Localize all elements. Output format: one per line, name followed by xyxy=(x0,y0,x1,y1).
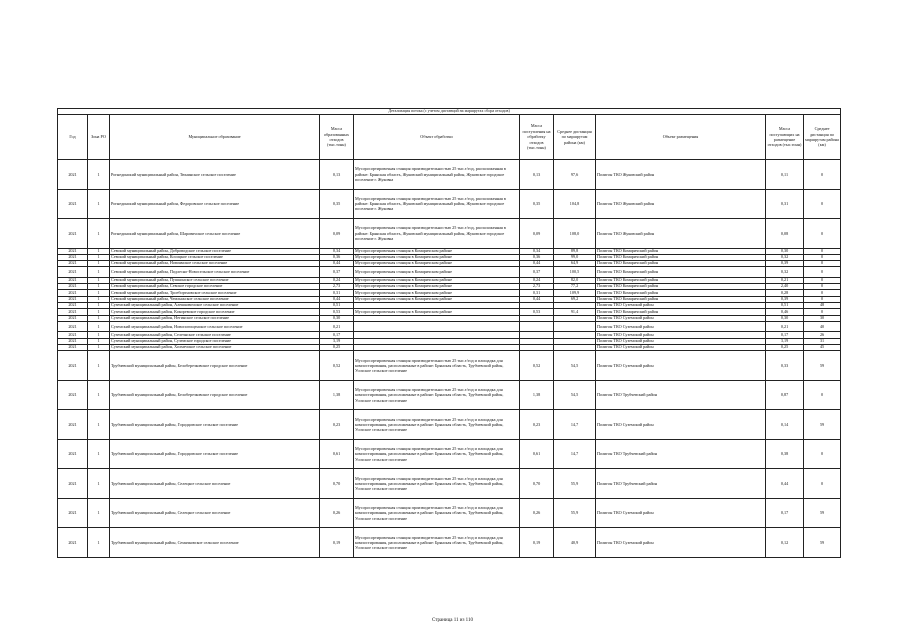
placement-object-cell: Полигон ТКО Комаричский район xyxy=(596,296,766,302)
mass-cell: 0,51 xyxy=(320,303,354,309)
processing-object-cell: Мусоросортировочная станция в Комаричском районе xyxy=(354,248,520,254)
placement-mass-cell: 0,87 xyxy=(766,380,804,410)
processing-object-cell: Мусоросортировочная станция в Комаричском районе xyxy=(354,284,520,290)
zone-cell: 1 xyxy=(88,345,110,351)
processing-object-cell: Мусоросортировочная станция в Комаричском районе xyxy=(354,261,520,267)
processing-mass-cell: 0,34 xyxy=(520,248,554,254)
mass-cell: 0,23 xyxy=(320,410,354,440)
table-row xyxy=(58,498,841,528)
col-placement-object: Объект размещения xyxy=(596,115,766,160)
processing-distance-cell: 55,9 xyxy=(554,469,596,499)
zone-cell: 1 xyxy=(88,284,110,290)
zone-cell: 1 xyxy=(88,498,110,528)
mass-cell: 0,34 xyxy=(320,248,354,254)
placement-distance-cell: 0 xyxy=(804,469,841,499)
year-cell: 2021 xyxy=(58,219,88,249)
year-cell: 2021 xyxy=(58,469,88,499)
placement-object-cell: Полигон ТКО Суземский район xyxy=(596,321,766,332)
processing-distance-cell: 14,7 xyxy=(554,439,596,469)
table-body xyxy=(58,160,841,558)
zone-cell: 1 xyxy=(88,219,110,249)
placement-object-cell: Полигон ТКО Жуковский район xyxy=(596,219,766,249)
municipality-cell: Суземский муниципальный район, Новопогощенское сельское поселение xyxy=(110,321,320,332)
placement-mass-cell: 3,19 xyxy=(766,338,804,344)
municipality-cell: Севский муниципальный район, Подлесно-Новосельское сельское поселение xyxy=(110,267,320,278)
year-cell: 2021 xyxy=(58,248,88,254)
page-number: Страница 11 из 110 xyxy=(431,618,473,623)
placement-object-cell: Полигон ТКО Комаричский район xyxy=(596,254,766,260)
year-cell: 2021 xyxy=(58,309,88,315)
processing-object-cell: Мусоросортировочная станция производительностью 25 тыс.т/год, расположенная в районе: Брянская область, Жуковский муниципальный район, Жуковское городское поселение г. Жуковка xyxy=(354,219,520,249)
placement-distance-cell: 0 xyxy=(804,284,841,290)
mass-cell: 0,31 xyxy=(320,290,354,296)
processing-distance-cell: 77,2 xyxy=(554,284,596,290)
placement-mass-cell: 0,12 xyxy=(766,528,804,558)
municipality-cell: Севский муниципальный район, Доброводское сельское поселение xyxy=(110,248,320,254)
zone-cell: 1 xyxy=(88,290,110,296)
table-caption: Детализация потока (с учетом дистанций на маршрутах сбора отходов) xyxy=(58,109,841,115)
mass-cell: 0,09 xyxy=(320,219,354,249)
col-zone: Зона РО xyxy=(88,115,110,160)
placement-mass-cell: 0,51 xyxy=(766,303,804,309)
placement-mass-cell: 0,11 xyxy=(766,160,804,190)
year-cell: 2021 xyxy=(58,380,88,410)
placement-mass-cell: 0,30 xyxy=(766,248,804,254)
mass-cell: 0,25 xyxy=(320,345,354,351)
year-cell: 2021 xyxy=(58,338,88,344)
municipality-cell: Трубчевский муниципальный район, Селецкое сельское поселение xyxy=(110,498,320,528)
zone-cell: 1 xyxy=(88,439,110,469)
placement-object-cell: Полигон ТКО Жуковский район xyxy=(596,189,766,219)
placement-distance-cell: 0 xyxy=(804,267,841,278)
zone-cell: 1 xyxy=(88,303,110,309)
col-mass: Масса образованных отходов (тыс.тонн) xyxy=(320,115,354,160)
year-cell: 2021 xyxy=(58,303,88,309)
placement-object-cell: Полигон ТКО Комаричский район xyxy=(596,284,766,290)
placement-mass-cell: 0,08 xyxy=(766,219,804,249)
processing-distance-cell: 14,7 xyxy=(554,410,596,440)
processing-object-cell xyxy=(354,321,520,332)
processing-mass-cell: 0,37 xyxy=(520,267,554,278)
placement-mass-cell: 0,28 xyxy=(766,290,804,296)
year-cell: 2021 xyxy=(58,439,88,469)
placement-mass-cell: 0,17 xyxy=(766,332,804,338)
placement-mass-cell: 0,39 xyxy=(766,261,804,267)
table-row xyxy=(58,439,841,469)
processing-distance-cell: 91,4 xyxy=(554,309,596,315)
processing-mass-cell: 0,44 xyxy=(520,296,554,302)
mass-cell: 0,53 xyxy=(320,309,354,315)
placement-distance-cell: 26 xyxy=(804,332,841,338)
processing-object-cell: Мусоросортировочная станция в Комаричском районе xyxy=(354,296,520,302)
placement-object-cell: Полигон ТКО Суземский район xyxy=(596,410,766,440)
placement-object-cell: Полигон ТКО Суземский район xyxy=(596,345,766,351)
processing-object-cell: Мусоросортировочная станция производительностью 25 тыс.т/год и площадка для компостирования, расположенные в районе: Брянская область, Трубчевский район, Усохское сельское поселение xyxy=(354,469,520,499)
municipality-cell: Севский муниципальный район, Чемлыжское сельское поселение xyxy=(110,296,320,302)
placement-distance-cell: 59 xyxy=(804,351,841,381)
mass-cell: 0,13 xyxy=(320,160,354,190)
year-cell: 2021 xyxy=(58,498,88,528)
municipality-cell: Суземский муниципальный район, Холмечское сельское поселение xyxy=(110,345,320,351)
year-cell: 2021 xyxy=(58,254,88,260)
placement-mass-cell: 0,21 xyxy=(766,321,804,332)
table-row xyxy=(58,219,841,249)
placement-mass-cell: 0,46 xyxy=(766,309,804,315)
year-cell: 2021 xyxy=(58,290,88,296)
zone-cell: 1 xyxy=(88,528,110,558)
processing-distance-cell: 64,9 xyxy=(554,261,596,267)
zone-cell: 1 xyxy=(88,315,110,321)
table-row xyxy=(58,267,841,278)
year-cell: 2021 xyxy=(58,332,88,338)
placement-mass-cell: 0,39 xyxy=(766,296,804,302)
placement-distance-cell: 0 xyxy=(804,160,841,190)
zone-cell: 1 xyxy=(88,248,110,254)
processing-object-cell: Мусоросортировочная станция производительностью 25 тыс.т/год и площадка для компостирования, расположенные в районе: Брянская область, Трубчевский район, Усохское сельское поселение xyxy=(354,410,520,440)
year-cell: 2021 xyxy=(58,296,88,302)
placement-distance-cell: 45 xyxy=(804,345,841,351)
zone-cell: 1 xyxy=(88,296,110,302)
mass-cell: 0,52 xyxy=(320,351,354,381)
processing-mass-cell: 0,09 xyxy=(520,219,554,249)
placement-mass-cell: 0,32 xyxy=(766,267,804,278)
year-cell: 2021 xyxy=(58,284,88,290)
processing-mass-cell: 0,44 xyxy=(520,261,554,267)
zone-cell: 1 xyxy=(88,351,110,381)
col-processing-object: Объект обработки xyxy=(354,115,520,160)
mass-cell: 0,37 xyxy=(320,267,354,278)
municipality-cell: Севский муниципальный район, Новоямское сельское поселение xyxy=(110,261,320,267)
placement-distance-cell: 0 xyxy=(804,290,841,296)
processing-mass-cell: 1,38 xyxy=(520,380,554,410)
placement-distance-cell: 0 xyxy=(804,296,841,302)
processing-distance-cell: 109,9 xyxy=(554,290,596,296)
processing-object-cell: Мусоросортировочная станция производительностью 25 тыс.т/год, расположенная в районе: Брянская область, Жуковский муниципальный район, Жуковское городское поселение г. Жуковка xyxy=(354,160,520,190)
col-municipality: Муниципальное образование xyxy=(110,115,320,160)
placement-distance-cell: 48 xyxy=(804,303,841,309)
processing-distance-cell: 55,9 xyxy=(554,498,596,528)
placement-object-cell: Полигон ТКО Суземский район xyxy=(596,498,766,528)
zone-cell: 1 xyxy=(88,309,110,315)
municipality-cell: Трубчевский муниципальный район, Селецкое сельское поселение xyxy=(110,469,320,499)
placement-mass-cell: 0,30 xyxy=(766,315,804,321)
processing-distance-cell: 54,5 xyxy=(554,351,596,381)
placement-distance-cell: 31 xyxy=(804,338,841,344)
placement-object-cell: Полигон ТКО Комаричский район xyxy=(596,248,766,254)
processing-distance-cell xyxy=(554,321,596,332)
col-placement-distance: Среднее дистанция по маршрутам района (км) xyxy=(804,115,841,160)
placement-mass-cell: 2,40 xyxy=(766,284,804,290)
placement-object-cell: Полигон ТКО Комаричский район xyxy=(596,267,766,278)
processing-object-cell: Мусоросортировочная станция производительностью 25 тыс.т/год и площадка для компостирования, расположенные в районе: Брянская область, Трубчевский район, Усохское сельское поселение xyxy=(354,528,520,558)
processing-object-cell: Мусоросортировочная станция производительностью 25 тыс.т/год, расположенная в районе: Брянская область, Жуковский муниципальный район, Жуковское городское поселение г. Жуковка xyxy=(354,189,520,219)
processing-distance-cell: 54,5 xyxy=(554,380,596,410)
processing-object-cell: Мусоросортировочная станция производительностью 25 тыс.т/год и площадка для компостирования, расположенные в районе: Брянская область, Трубчевский район, Усохское сельское поселение xyxy=(354,498,520,528)
processing-distance-cell: 97,6 xyxy=(554,160,596,190)
placement-object-cell: Полигон ТКО Жуковский район xyxy=(596,160,766,190)
zone-cell: 1 xyxy=(88,277,110,283)
processing-mass-cell: 0,61 xyxy=(520,439,554,469)
year-cell: 2021 xyxy=(58,528,88,558)
processing-mass-cell: 0,70 xyxy=(520,469,554,499)
placement-distance-cell: 40 xyxy=(804,321,841,332)
municipality-cell: Рогнединский муниципальный район, Федоровское сельское поселение xyxy=(110,189,320,219)
placement-object-cell: Полигон ТКО Комаричский район xyxy=(596,261,766,267)
placement-object-cell: Полигон ТКО Комаричский район xyxy=(596,290,766,296)
placement-distance-cell: 0 xyxy=(804,219,841,249)
processing-distance-cell: 99,0 xyxy=(554,254,596,260)
processing-distance-cell: 69,2 xyxy=(554,296,596,302)
year-cell: 2021 xyxy=(58,345,88,351)
placement-mass-cell: 0,17 xyxy=(766,498,804,528)
placement-distance-cell: 30 xyxy=(804,315,841,321)
placement-object-cell: Полигон ТКО Трубчевский район xyxy=(596,469,766,499)
mass-cell: 0,35 xyxy=(320,189,354,219)
zone-cell: 1 xyxy=(88,410,110,440)
mass-cell: 0,44 xyxy=(320,296,354,302)
placement-object-cell: Полигон ТКО Суземский район xyxy=(596,338,766,344)
mass-cell: 0,44 xyxy=(320,261,354,267)
mass-cell: 1,38 xyxy=(320,380,354,410)
processing-mass-cell: 0,52 xyxy=(520,351,554,381)
flow-table xyxy=(57,108,841,558)
placement-mass-cell: 0,21 xyxy=(766,277,804,283)
mass-cell: 0,61 xyxy=(320,439,354,469)
placement-distance-cell: 0 xyxy=(804,309,841,315)
mass-cell: 0,30 xyxy=(320,315,354,321)
processing-object-cell: Мусоросортировочная станция в Комаричском районе xyxy=(354,290,520,296)
municipality-cell: Суземский муниципальный район, Кокоревское городское поселение xyxy=(110,309,320,315)
processing-object-cell: Мусоросортировочная станция в Комаричском районе xyxy=(354,267,520,278)
year-cell: 2021 xyxy=(58,351,88,381)
placement-mass-cell: 0,33 xyxy=(766,351,804,381)
placement-distance-cell: 0 xyxy=(804,439,841,469)
placement-mass-cell: 0,32 xyxy=(766,254,804,260)
table-row xyxy=(58,380,841,410)
year-cell: 2021 xyxy=(58,410,88,440)
table-row xyxy=(58,189,841,219)
processing-mass-cell: 0,23 xyxy=(520,410,554,440)
municipality-cell: Рогнединский муниципальный район, Тюнинское сельское поселение xyxy=(110,160,320,190)
processing-distance-cell: 108,0 xyxy=(554,219,596,249)
col-placement-mass: Масса поступающих на размещение отходов (тыс.тонн) xyxy=(766,115,804,160)
placement-mass-cell: 0,44 xyxy=(766,469,804,499)
processing-distance-cell: 40,9 xyxy=(554,528,596,558)
placement-distance-cell: 0 xyxy=(804,380,841,410)
zone-cell: 1 xyxy=(88,254,110,260)
municipality-cell: Суземский муниципальный район, Негинское сельское поселение xyxy=(110,315,320,321)
processing-distance-cell: 100,5 xyxy=(554,267,596,278)
processing-mass-cell: 0,19 xyxy=(520,528,554,558)
col-year: Год xyxy=(58,115,88,160)
placement-distance-cell: 59 xyxy=(804,410,841,440)
municipality-cell: Трубчевский муниципальный район, Городцовское сельское поселение xyxy=(110,410,320,440)
processing-mass-cell: 0,24 xyxy=(520,277,554,283)
placement-object-cell: Полигон ТКО Суземский район xyxy=(596,303,766,309)
col-processing-distance: Среднее дистанция по маршрутам района (км) xyxy=(554,115,596,160)
municipality-cell: Севский муниципальный район, Косицкое сельское поселение xyxy=(110,254,320,260)
zone-cell: 1 xyxy=(88,332,110,338)
placement-distance-cell: 59 xyxy=(804,498,841,528)
mass-cell: 3,19 xyxy=(320,338,354,344)
placement-object-cell: Полигон ТКО Комаричский район xyxy=(596,277,766,283)
placement-object-cell: Полигон ТКО Суземский район xyxy=(596,332,766,338)
zone-cell: 1 xyxy=(88,469,110,499)
zone-cell: 1 xyxy=(88,189,110,219)
municipality-cell: Трубчевский муниципальный район, Белоберезковское городское поселение xyxy=(110,351,320,381)
zone-cell: 1 xyxy=(88,261,110,267)
processing-object-cell: Мусоросортировочная станция производительностью 25 тыс.т/год и площадка для компостирования, расположенные в районе: Брянская область, Трубчевский район, Усохское сельское поселение xyxy=(354,380,520,410)
zone-cell: 1 xyxy=(88,267,110,278)
mass-cell: 0,70 xyxy=(320,469,354,499)
zone-cell: 1 xyxy=(88,338,110,344)
zone-cell: 1 xyxy=(88,160,110,190)
processing-distance-cell: 104,8 xyxy=(554,189,596,219)
placement-object-cell: Полигон ТКО Комаричский район xyxy=(596,309,766,315)
placement-distance-cell: 0 xyxy=(804,277,841,283)
year-cell: 2021 xyxy=(58,160,88,190)
zone-cell: 1 xyxy=(88,380,110,410)
mass-cell: 0,36 xyxy=(320,254,354,260)
placement-object-cell: Полигон ТКО Суземский район xyxy=(596,351,766,381)
processing-object-cell: Мусоросортировочная станция в Комаричском районе xyxy=(354,309,520,315)
mass-cell: 0,21 xyxy=(320,321,354,332)
table-row xyxy=(58,321,841,332)
processing-mass-cell: 0,35 xyxy=(520,189,554,219)
processing-object-cell: Мусоросортировочная станция в Комаричском районе xyxy=(354,277,520,283)
year-cell: 2021 xyxy=(58,315,88,321)
year-cell: 2021 xyxy=(58,189,88,219)
mass-cell: 0,24 xyxy=(320,277,354,283)
processing-object-cell: Мусоросортировочная станция производительностью 25 тыс.т/год и площадка для компостирования, расположенные в районе: Брянская область, Трубчевский район, Усохское сельское поселение xyxy=(354,439,520,469)
placement-mass-cell: 0,25 xyxy=(766,345,804,351)
col-processing-mass: Масса поступления на обработку отходов (тыс.тонн) xyxy=(520,115,554,160)
placement-distance-cell: 0 xyxy=(804,254,841,260)
municipality-cell: Рогнединский муниципальный район, Шаровичское сельское поселение xyxy=(110,219,320,249)
year-cell: 2021 xyxy=(58,321,88,332)
processing-object-cell: Мусоросортировочная станция в Комаричском районе xyxy=(354,254,520,260)
municipality-cell: Трубчевский муниципальный район, Городцовское сельское поселение xyxy=(110,439,320,469)
mass-cell: 0,19 xyxy=(320,528,354,558)
processing-mass-cell: 0,26 xyxy=(520,498,554,528)
processing-mass-cell: 0,31 xyxy=(520,290,554,296)
year-cell: 2021 xyxy=(58,277,88,283)
processing-distance-cell: 82,0 xyxy=(554,277,596,283)
municipality-cell: Севский муниципальный район, Пушкинское сельское поселение xyxy=(110,277,320,283)
table-row xyxy=(58,469,841,499)
table-row xyxy=(58,528,841,558)
year-cell: 2021 xyxy=(58,267,88,278)
processing-mass-cell xyxy=(520,321,554,332)
processing-object-cell: Мусоросортировочная станция производительностью 25 тыс.т/год и площадка для компостирования, расположенные в районе: Брянская область, Трубчевский район, Усохское сельское поселение xyxy=(354,351,520,381)
municipality-cell: Суземский муниципальный район, Суземское городское поселение xyxy=(110,338,320,344)
municipality-cell: Трубчевский муниципальный район, Белоберезковское городское поселение xyxy=(110,380,320,410)
processing-mass-cell: 2,73 xyxy=(520,284,554,290)
municipality-cell: Суземский муниципальный район, Алешковичское сельское поселение xyxy=(110,303,320,309)
municipality-cell: Севский муниципальный район, Троебортновское сельское поселение xyxy=(110,290,320,296)
mass-cell: 2,73 xyxy=(320,284,354,290)
processing-mass-cell: 0,13 xyxy=(520,160,554,190)
placement-object-cell: Полигон ТКО Суземский район xyxy=(596,315,766,321)
placement-distance-cell: 59 xyxy=(804,528,841,558)
table-row xyxy=(58,410,841,440)
placement-distance-cell: 0 xyxy=(804,189,841,219)
placement-object-cell: Полигон ТКО Трубчевский район xyxy=(596,380,766,410)
placement-object-cell: Полигон ТКО Суземский район xyxy=(596,528,766,558)
mass-cell: 0,17 xyxy=(320,332,354,338)
municipality-cell: Суземский муниципальный район, Селечнское сельское поселение xyxy=(110,332,320,338)
table-row xyxy=(58,351,841,381)
placement-object-cell: Полигон ТКО Трубчевский район xyxy=(596,439,766,469)
municipality-cell: Севский муниципальный район, Севское городское поселение xyxy=(110,284,320,290)
table-row xyxy=(58,160,841,190)
mass-cell: 0,26 xyxy=(320,498,354,528)
report-sheet xyxy=(57,108,840,558)
placement-mass-cell: 0,14 xyxy=(766,410,804,440)
processing-distance-cell: 89,8 xyxy=(554,248,596,254)
zone-cell: 1 xyxy=(88,321,110,332)
placement-distance-cell: 0 xyxy=(804,248,841,254)
placement-mass-cell: 0,38 xyxy=(766,439,804,469)
municipality-cell: Трубчевский муниципальный район, Семячковское сельское поселение xyxy=(110,528,320,558)
processing-mass-cell: 0,53 xyxy=(520,309,554,315)
processing-mass-cell: 0,36 xyxy=(520,254,554,260)
year-cell: 2021 xyxy=(58,261,88,267)
placement-mass-cell: 0,31 xyxy=(766,189,804,219)
placement-distance-cell: 0 xyxy=(804,261,841,267)
